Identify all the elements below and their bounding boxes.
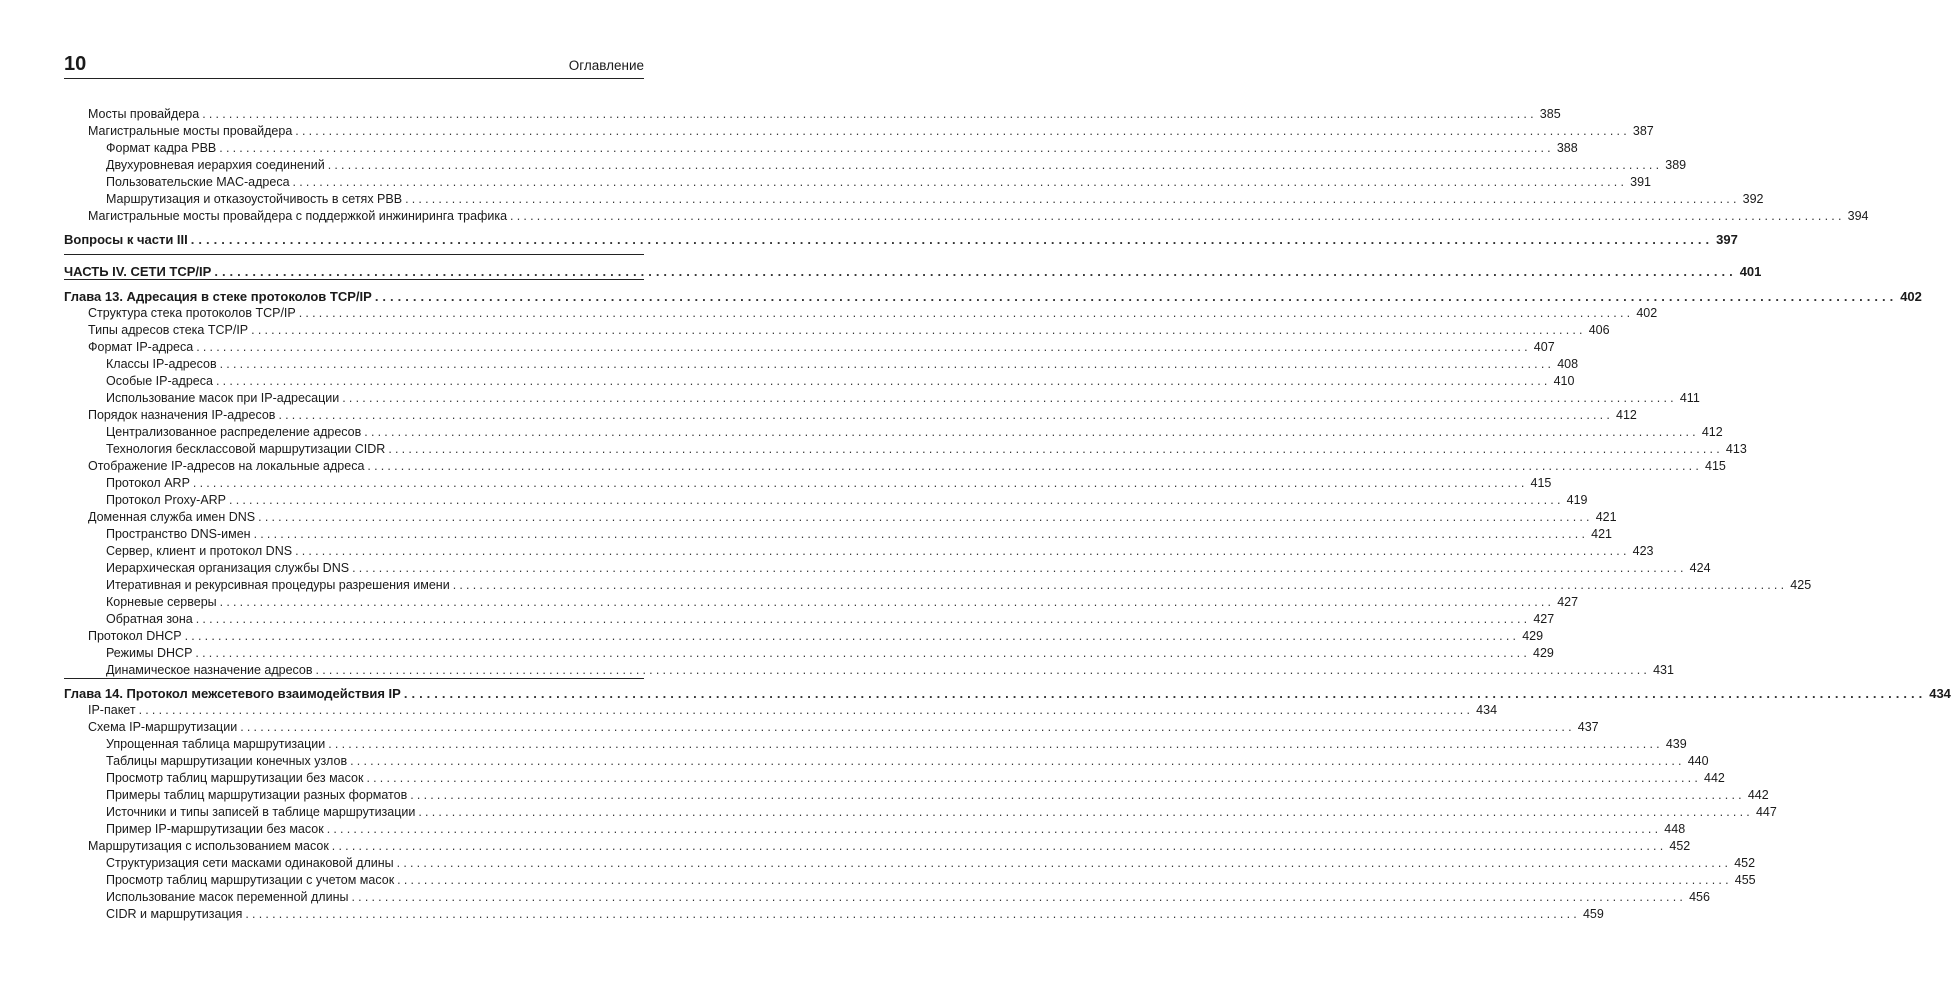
toc-entry-title: Двухуровневая иерархия соединений — [106, 158, 325, 172]
toc-entry-page: 421 — [1591, 527, 1613, 541]
toc-entry-title: Глава 13. Адресация в стеке протоколов TCP/IP — [64, 289, 372, 304]
toc-entry-title: IP-пакет — [88, 703, 136, 717]
toc-entry-title: CIDR и маршрутизация — [106, 907, 243, 921]
toc-entry-title: Упрощенная таблица маршрутизации — [106, 737, 326, 751]
toc-entry-page: 387 — [1632, 124, 1654, 138]
toc-entry — [64, 872, 1756, 889]
dot-leader: ........................................................................................................................................................................................................ — [215, 374, 1551, 388]
toc-entry-page: 434 — [1929, 686, 1951, 701]
toc-entry-page: 408 — [1557, 357, 1579, 371]
toc-entry — [64, 543, 1654, 560]
toc-entry-page: 434 — [1476, 703, 1498, 717]
toc-entry-page: 406 — [1588, 323, 1610, 337]
toc-entry-page: 429 — [1533, 646, 1554, 660]
toc-entry-page: 456 — [1689, 890, 1710, 904]
toc-entry-page: 385 — [1539, 107, 1561, 121]
dot-leader: ........................................................................................................................................................................................................ — [315, 663, 1651, 677]
toc-entry-page: 397 — [1716, 232, 1738, 247]
dot-leader: ........................................................................................................................................................................................................ — [364, 425, 1699, 439]
toc-entry — [64, 191, 1764, 208]
toc-entry-page: 452 — [1734, 856, 1756, 870]
dot-leader: ........................................................................................................................................................................................................ — [214, 264, 1737, 279]
toc-entry-page: 388 — [1556, 141, 1578, 155]
dot-leader: ........................................................................................................................................................................................................ — [374, 289, 1898, 304]
dot-leader: ........................................................................................................................................................................................................ — [396, 856, 1732, 870]
toc-entry-page: 447 — [1755, 805, 1777, 819]
toc-entry-title: Доменная служба имен DNS — [88, 510, 256, 524]
toc-entry — [64, 390, 1700, 407]
toc-entry-title: ЧАСТЬ IV. СЕТИ TCP/IP — [64, 264, 212, 279]
toc-entry — [64, 322, 1610, 339]
dot-leader: ........................................................................................................................................................................................................ — [292, 175, 1628, 189]
dot-leader: ........................................................................................................................................................................................................ — [510, 209, 1845, 223]
dot-leader: ........................................................................................................................................................................................................ — [253, 527, 1589, 541]
toc-entry-title: Особые IP-адреса — [106, 374, 213, 388]
toc-entry — [64, 356, 1579, 373]
dot-leader: ........................................................................................................................................................................................................ — [327, 158, 1663, 172]
toc-entry-title: Магистральные мосты провайдера — [88, 124, 293, 138]
dot-leader: ........................................................................................................................................................................................................ — [352, 561, 1687, 575]
toc-entry-page: 442 — [1704, 771, 1725, 785]
toc-entry-page: 415 — [1530, 476, 1552, 490]
toc-entry — [64, 157, 1687, 174]
toc-entry — [64, 889, 1710, 906]
dot-leader: ........................................................................................................................................................................................................ — [295, 544, 1630, 558]
table-of-contents — [64, 0, 1951, 1000]
toc-entry — [64, 628, 1544, 645]
toc-entry-title: Формат кадра PBB — [106, 141, 217, 155]
toc-entry-page: 402 — [1900, 289, 1922, 304]
dot-leader: ........................................................................................................................................................................................................ — [251, 323, 1586, 337]
toc-entry — [64, 736, 1687, 753]
toc-entry — [64, 770, 1725, 787]
dot-leader: ........................................................................................................................................................................................................ — [452, 578, 1788, 592]
toc-entry-page: 413 — [1725, 442, 1747, 456]
toc-entry-title: Структура стека протоколов TCP/IP — [88, 306, 296, 320]
toc-entry — [64, 106, 1561, 123]
toc-entry-title: Маршрутизация с использованием масок — [88, 839, 329, 853]
toc-entry-title: Протокол Proxy-ARP — [106, 493, 227, 507]
toc-entry — [64, 424, 1723, 441]
dot-leader: ........................................................................................................................................................................................................ — [367, 459, 1702, 473]
toc-entry — [64, 526, 1613, 543]
toc-entry-title: Протокол ARP — [106, 476, 190, 490]
toc-entry — [64, 906, 1604, 923]
dot-leader: ........................................................................................................................................................................................................ — [229, 493, 1564, 507]
dot-leader: ........................................................................................................................................................................................................ — [192, 476, 1528, 490]
toc-entry-page: 439 — [1665, 737, 1687, 751]
toc-entry-title: Таблицы маршрутизации конечных узлов — [106, 754, 348, 768]
dot-leader: ........................................................................................................................................................................................................ — [195, 612, 1531, 626]
dot-leader: ........................................................................................................................................................................................................ — [219, 595, 1555, 609]
toc-entry-title: Динамическое назначение адресов — [106, 663, 313, 677]
toc-entry — [64, 719, 1599, 736]
toc-entry-page: 419 — [1566, 493, 1588, 507]
dot-leader: ........................................................................................................................................................................................................ — [410, 788, 1745, 802]
toc-entry — [64, 821, 1686, 838]
dot-leader: ........................................................................................................................................................................................................ — [138, 703, 1474, 717]
toc-entry-title: Мосты провайдера — [88, 107, 200, 121]
toc-entry-page: 415 — [1705, 459, 1726, 473]
toc-entry — [64, 838, 1691, 855]
toc-entry — [64, 560, 1711, 577]
toc-entry-title: Примеры таблиц маршрутизации разных форматов — [106, 788, 408, 802]
dot-leader: ........................................................................................................................................................................................................ — [328, 737, 1663, 751]
dot-leader: ........................................................................................................................................................................................................ — [366, 771, 1702, 785]
toc-entry-title: Пример IP-маршрутизации без масок — [106, 822, 324, 836]
dot-leader: ........................................................................................................................................................................................................ — [240, 720, 1575, 734]
toc-entry-title: Глава 14. Протокол межсетевого взаимодействия IP — [64, 686, 401, 701]
dot-leader: ........................................................................................................................................................................................................ — [403, 686, 1927, 701]
toc-entry — [64, 231, 1738, 248]
toc-entry-page: 455 — [1734, 873, 1756, 887]
dot-leader: ........................................................................................................................................................................................................ — [342, 391, 1677, 405]
toc-entry — [64, 787, 1769, 804]
toc-entry — [64, 140, 1578, 157]
toc-entry-page: 440 — [1687, 754, 1709, 768]
toc-entry — [64, 339, 1555, 356]
toc-entry-page: 459 — [1582, 907, 1604, 921]
dot-leader: ........................................................................................................................................................................................................ — [331, 839, 1667, 853]
toc-entry-title: Структуризация сети масками одинаковой длины — [106, 856, 394, 870]
toc-entry-page: 442 — [1747, 788, 1769, 802]
toc-entry-title: Режимы DHCP — [106, 646, 193, 660]
toc-entry-title: Централизованное распределение адресов — [106, 425, 362, 439]
toc-entry-title: Источники и типы записей в таблице маршрутизации — [106, 805, 416, 819]
dot-leader: ........................................................................................................................................................................................................ — [202, 107, 1537, 121]
toc-entry-page: 452 — [1669, 839, 1691, 853]
dot-leader: ........................................................................................................................................................................................................ — [219, 141, 1554, 155]
dot-leader: ........................................................................................................................................................................................................ — [258, 510, 1593, 524]
dot-leader: ........................................................................................................................................................................................................ — [397, 873, 1732, 887]
toc-entry-page: 411 — [1679, 391, 1700, 405]
toc-entry — [64, 373, 1575, 390]
toc-entry — [64, 594, 1579, 611]
dot-leader: ........................................................................................................................................................................................................ — [298, 306, 1634, 320]
toc-entry — [64, 263, 1762, 280]
dot-leader: ........................................................................................................................................................................................................ — [278, 408, 1614, 422]
toc-entry-title: Итеративная и рекурсивная процедуры разрешения имени — [106, 578, 450, 592]
toc-entry — [64, 407, 1637, 424]
toc-entry — [64, 458, 1726, 475]
toc-entry — [64, 611, 1555, 628]
toc-entry — [64, 509, 1617, 526]
toc-entry-page: 389 — [1665, 158, 1687, 172]
toc-entry-page: 392 — [1742, 192, 1764, 206]
toc-entry-title: Протокол DHCP — [88, 629, 182, 643]
toc-entry — [64, 577, 1812, 594]
toc-entry — [64, 645, 1554, 662]
toc-entry-page: 429 — [1522, 629, 1544, 643]
dot-leader: ........................................................................................................................................................................................................ — [190, 232, 1714, 247]
toc-entry-title: Отображение IP-адресов на локальные адреса — [88, 459, 365, 473]
toc-entry-page: 448 — [1664, 822, 1686, 836]
toc-entry-title: Вопросы к части III — [64, 232, 188, 247]
toc-entry — [64, 123, 1654, 140]
toc-entry-page: 423 — [1632, 544, 1654, 558]
toc-entry — [64, 174, 1651, 191]
toc-entry — [64, 305, 1658, 322]
toc-entry-title: Маршрутизация и отказоустойчивость в сетях PBB — [106, 192, 403, 206]
toc-entry — [64, 288, 1922, 305]
toc-entry-title: Корневые серверы — [106, 595, 217, 609]
toc-entry — [64, 753, 1709, 770]
toc-entry-page: 410 — [1553, 374, 1575, 388]
toc-entry-page: 421 — [1595, 510, 1617, 524]
toc-entry — [64, 855, 1756, 872]
toc-entry-title: Технология бесклассовой маршрутизации CIDR — [106, 442, 386, 456]
toc-entry-page: 427 — [1557, 595, 1579, 609]
toc-entry-title: Просмотр таблиц маршрутизации с учетом масок — [106, 873, 395, 887]
toc-entry-page: 437 — [1577, 720, 1599, 734]
toc-entry-title: Порядок назначения IP-адресов — [88, 408, 276, 422]
toc-entry-title: Пространство DNS-имен — [106, 527, 251, 541]
toc-entry — [64, 441, 1747, 458]
toc-entry — [64, 804, 1777, 821]
toc-entry-page: 402 — [1636, 306, 1658, 320]
dot-leader: ........................................................................................................................................................................................................ — [219, 357, 1555, 371]
dot-leader: ........................................................................................................................................................................................................ — [295, 124, 1630, 138]
dot-leader: ........................................................................................................................................................................................................ — [418, 805, 1753, 819]
page-number: 10 — [64, 53, 87, 75]
toc-entry-title: Использование масок переменной длины — [106, 890, 349, 904]
toc-entry — [64, 208, 1869, 225]
toc-entry-page: 407 — [1533, 340, 1555, 354]
toc-entry-title: Магистральные мосты провайдера с поддержкой инжиниринга трафика — [88, 209, 508, 223]
toc-entry-page: 412 — [1701, 425, 1723, 439]
toc-entry-title: Типы адресов стека TCP/IP — [88, 323, 249, 337]
dot-leader: ........................................................................................................................................................................................................ — [184, 629, 1520, 643]
toc-entry-title: Сервер, клиент и протокол DNS — [106, 544, 293, 558]
toc-entry-page: 401 — [1739, 264, 1762, 279]
toc-entry — [64, 475, 1552, 492]
toc-entry-title: Иерархическая организация службы DNS — [106, 561, 350, 575]
dot-leader: ........................................................................................................................................................................................................ — [326, 822, 1662, 836]
dot-leader: ........................................................................................................................................................................................................ — [351, 890, 1687, 904]
toc-entry — [64, 492, 1588, 509]
toc-entry — [64, 685, 1951, 702]
toc-entry — [64, 662, 1674, 679]
running-head: Оглавление — [568, 58, 644, 73]
toc-entry-page: 431 — [1653, 663, 1674, 677]
toc-entry-page: 391 — [1630, 175, 1651, 189]
toc-entry-page: 394 — [1847, 209, 1869, 223]
dot-leader: ........................................................................................................................................................................................................ — [405, 192, 1740, 206]
dot-leader: ........................................................................................................................................................................................................ — [388, 442, 1723, 456]
dot-leader: ........................................................................................................................................................................................................ — [350, 754, 1685, 768]
dot-leader: ........................................................................................................................................................................................................ — [245, 907, 1580, 921]
toc-entry-title: Обратная зона — [106, 612, 193, 626]
toc-entry-page: 425 — [1790, 578, 1812, 592]
toc-entry-page: 427 — [1533, 612, 1555, 626]
toc-entry — [64, 702, 1498, 719]
toc-entry-title: Схема IP-маршрутизации — [88, 720, 238, 734]
dot-leader: ........................................................................................................................................................................................................ — [196, 340, 1531, 354]
toc-entry-title: Пользовательские MAC-адреса — [106, 175, 290, 189]
toc-entry-title: Классы IP-адресов — [106, 357, 217, 371]
toc-entry-title: Формат IP-адреса — [88, 340, 194, 354]
section-divider — [64, 254, 644, 255]
dot-leader: ........................................................................................................................................................................................................ — [195, 646, 1531, 660]
toc-entry-title: Просмотр таблиц маршрутизации без масок — [106, 771, 364, 785]
toc-entry-title: Использование масок при IP-адресации — [106, 391, 340, 405]
toc-entry-page: 412 — [1616, 408, 1637, 422]
toc-entry-page: 424 — [1689, 561, 1711, 575]
